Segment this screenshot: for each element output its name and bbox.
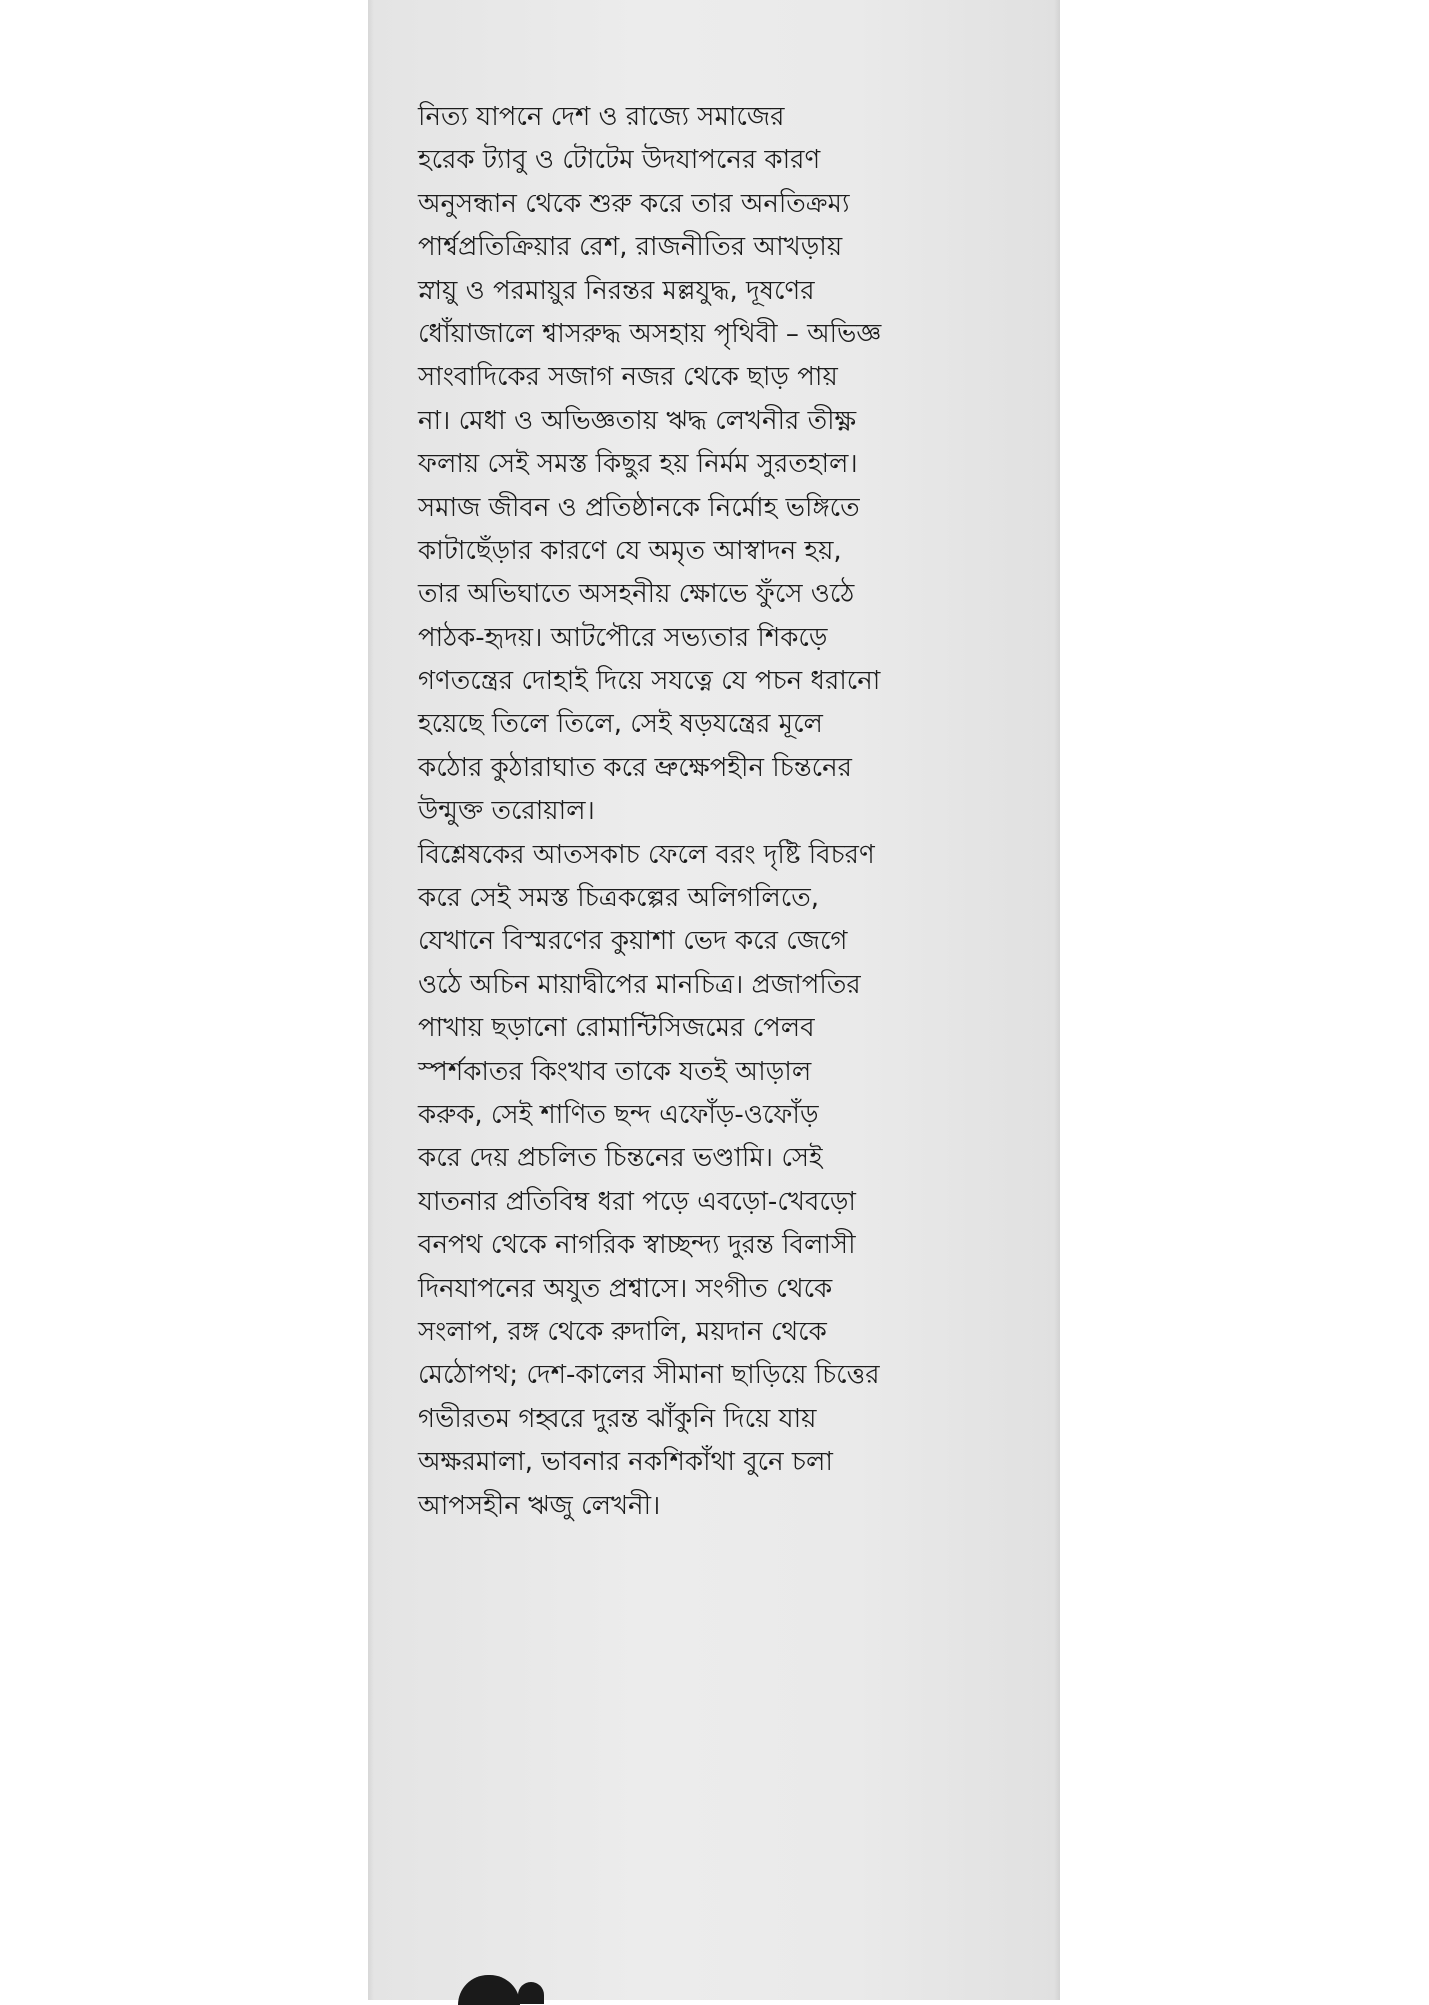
- blurb-line: অক্ষরমালা, ভাবনার নকশিকাঁথা বুনে চলা: [418, 1447, 833, 1478]
- blurb-line: ফলায় সেই সমস্ত কিছুর হয় নির্মম সুরতহাল।: [418, 449, 858, 480]
- blurb-text: [418, 96, 1048, 1528]
- blurb-line: অনুসন্ধান থেকে শুরু করে তার অনতিক্রম্য: [418, 188, 850, 219]
- blurb-line: আপসহীন ঋজু লেখনী।: [418, 1490, 661, 1521]
- blurb-line: সমাজ জীবন ও প্রতিষ্ঠানকে নির্মোহ ভঙ্গিতে: [418, 492, 860, 523]
- blurb-line: কাটাছেঁড়ার কারণে যে অমৃত আস্বাদন হয়,: [418, 535, 842, 566]
- cover-edge-shadow-right: [1054, 0, 1060, 2000]
- blurb-line: না। মেধা ও অভিজ্ঞতায় ঋদ্ধ লেখনীর তীক্ষ্ণ: [418, 405, 857, 436]
- blurb-line: হয়েছে তিলে তিলে, সেই ষড়যন্ত্রের মূলে: [418, 709, 823, 740]
- blurb-line: করে সেই সমস্ত চিত্রকল্পের অলিগলিতে,: [418, 883, 820, 914]
- blurb-line: পাখায় ছড়ানো রোমান্টিসিজমের পেলব: [418, 1013, 815, 1044]
- blurb-line: যেখানে বিস্মরণের কুয়াশা ভেদ করে জেগে: [418, 926, 848, 957]
- blurb-line: নিত্য যাপনে দেশ ও রাজ্যে সমাজের: [418, 102, 785, 132]
- blurb-line: মেঠোপথ; দেশ-কালের সীমানা ছাড়িয়ে চিত্তের: [418, 1360, 880, 1391]
- blurb-line: পার্শ্বপ্রতিক্রিয়ার রেশ, রাজনীতির আখড়ায়: [418, 232, 843, 263]
- cover-edge-shadow-left: [368, 0, 374, 2000]
- blurb-line: সংলাপ, রঙ্গ থেকে রুদালি, ময়দান থেকে: [418, 1316, 827, 1347]
- blurb-line: ধোঁয়াজালে শ্বাসরুদ্ধ অসহায় পৃথিবী – অভিজ্ঞ: [418, 318, 882, 349]
- blurb-line: কঠোর কুঠারাঘাত করে ভ্রুক্ষেপহীন চিন্তনের: [418, 752, 852, 783]
- blurb-line: করুক, সেই শাণিত ছন্দ এফোঁড়-ওফোঁড়: [418, 1099, 819, 1130]
- blurb-line: করে দেয় প্রচলিত চিন্তনের ভণ্ডামি। সেই: [418, 1143, 823, 1174]
- blurb-paragraph-1: [418, 96, 1048, 834]
- blurb-line: দিনযাপনের অযুত প্রশ্বাসে। সংগীত থেকে: [418, 1273, 833, 1304]
- blurb-line: যাতনার প্রতিবিম্ব ধরা পড়ে এবড়ো-খেবড়ো: [418, 1186, 856, 1217]
- book-back-cover: [368, 0, 1060, 2000]
- blurb-line: পাঠক-হৃদয়। আটপৌরে সভ্যতার শিকড়ে: [418, 622, 828, 653]
- blurb-line: সাংবাদিকের সজাগ নজর থেকে ছাড় পায়: [418, 362, 838, 393]
- blurb-line: গভীরতম গহ্বরে দুরন্ত ঝাঁকুনি দিয়ে যায়: [418, 1403, 817, 1434]
- blurb-line: উন্মুক্ত তরোয়াল।: [418, 796, 595, 827]
- blurb-line: তার অভিঘাতে অসহনীয় ক্ষোভে ফুঁসে ওঠে: [418, 579, 855, 610]
- publisher-logo-fragment: [458, 1975, 520, 2005]
- blurb-line: স্পর্শকাতর কিংখাব তাকে যতই আড়াল: [418, 1056, 812, 1087]
- blurb-paragraph-2: [418, 834, 1048, 1528]
- blurb-line: গণতন্ত্রের দোহাই দিয়ে সযত্নে যে পচন ধরানো: [418, 666, 881, 697]
- blurb-line: স্নায়ু ও পরমায়ুর নিরন্তর মল্লযুদ্ধ, দূষণের: [418, 275, 815, 306]
- blurb-line: বনপথ থেকে নাগরিক স্বাচ্ছন্দ্য দুরন্ত বিলাসী: [418, 1230, 856, 1261]
- blurb-line: বিশ্লেষকের আতসকাচ ফেলে বরং দৃষ্টি বিচরণ: [418, 839, 875, 870]
- publisher-logo-fragment: [518, 1982, 544, 2004]
- blurb-line: হরেক ট্যাবু ও টোটেম উদযাপনের কারণ: [418, 145, 821, 176]
- blurb-line: ওঠে অচিন মায়াদ্বীপের মানচিত্র। প্রজাপতির: [418, 969, 861, 1000]
